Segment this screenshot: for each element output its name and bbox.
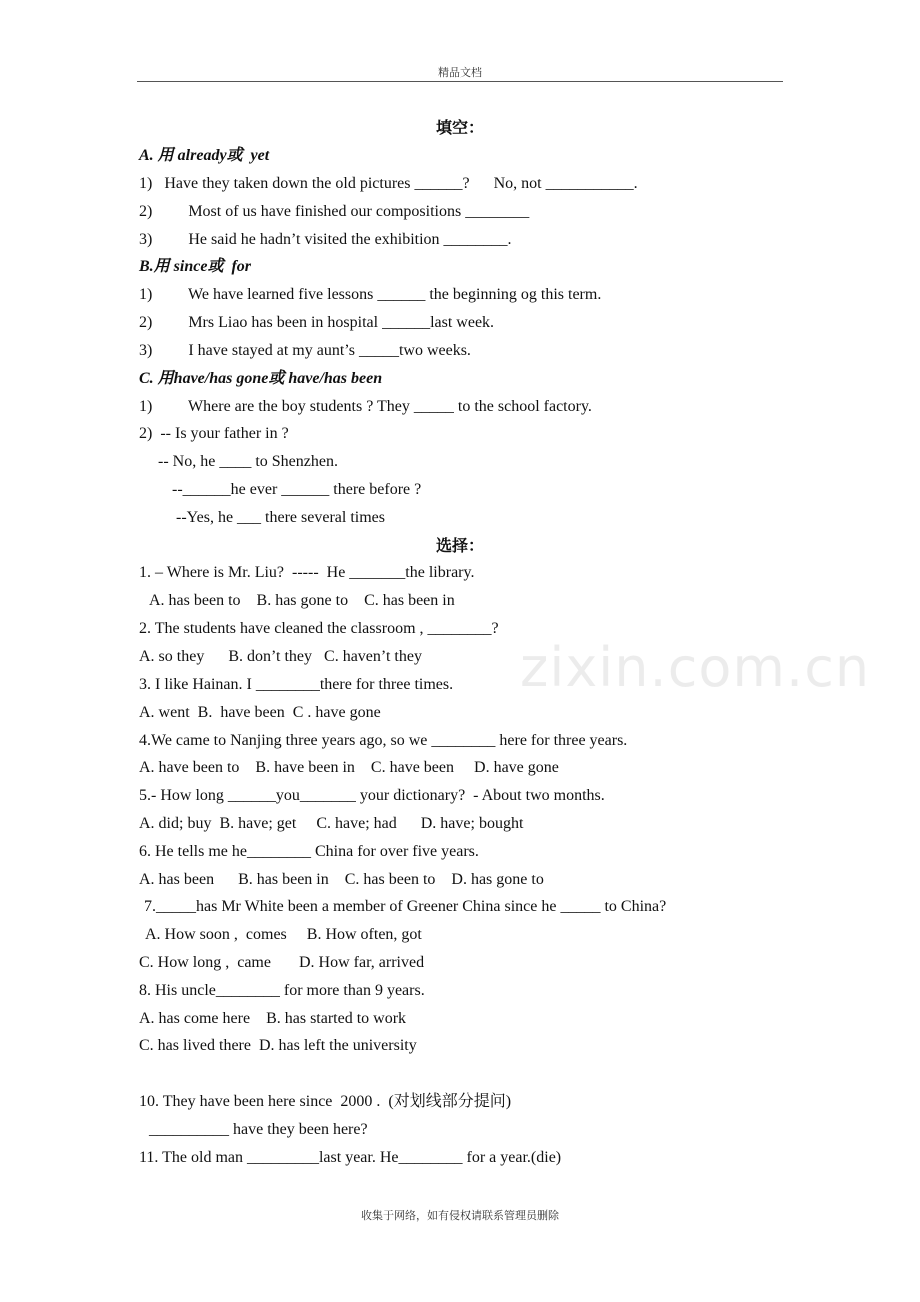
question-c2-line3: --______he ever ______ there before ? [172, 481, 422, 498]
choice-q3-options: A. went B. have been C . have gone [139, 704, 381, 721]
question-b1: 1) We have learned five lessons ______ the beginning og this term. [139, 286, 602, 303]
header-rule [137, 81, 783, 82]
choice-q4-options: A. have been to B. have been in C. have been D. have gone [139, 759, 559, 776]
choice-q2: 2. The students have cleaned the classroom , ________? [139, 620, 499, 637]
choice-q6: 6. He tells me he________ China for over five years. [139, 843, 479, 860]
choice-q7-options-2: C. How long , came D. How far, arrived [139, 954, 425, 971]
question-11: 11. The old man _________last year. He________ for a year.(die) [139, 1149, 562, 1166]
question-a3: 3) He said he hadn’t visited the exhibition ________. [139, 231, 512, 248]
section-c-heading: C. 用have/has gone或 have/has been [139, 370, 383, 387]
section-b-heading: B.用 since或 for [139, 258, 252, 275]
question-a2: 2) Most of us have finished our compositions ________ [139, 203, 530, 220]
choice-q5-options: A. did; buy B. have; get C. have; had D. have; bought [139, 815, 524, 832]
question-c2-line2: -- No, he ____ to Shenzhen. [158, 453, 338, 470]
question-10: 10. They have been here since 2000 . (对划线部分提问) [139, 1093, 512, 1110]
choice-q7-options-1: A. How soon , comes B. How often, got [145, 926, 422, 943]
choice-q2-options: A. so they B. don’t they C. haven’t they [139, 648, 422, 665]
choice-q4: 4.We came to Nanjing three years ago, so we ________ here for three years. [139, 732, 628, 749]
choice-q1-options: A. has been to B. has gone to C. has been in [149, 592, 455, 609]
choice-q6-options: A. has been B. has been in C. has been to D. has gone to [139, 871, 544, 888]
choice-q7: 7._____has Mr White been a member of Greener China since he _____ to China? [144, 898, 667, 915]
question-c2: 2) -- Is your father in ? [139, 425, 289, 442]
choice-q8-options-1: A. has come here B. has started to work [139, 1010, 407, 1027]
choice-title: 选择： [435, 536, 484, 555]
question-c1: 1) Where are the boy students ? They _____ to the school factory. [139, 398, 592, 415]
choice-q8: 8. His uncle________ for more than 9 years. [139, 982, 425, 999]
choice-q5: 5.- How long ______you_______ your dictionary? - About two months. [139, 787, 605, 804]
question-b3: 3) I have stayed at my aunt’s _____two weeks. [139, 342, 471, 359]
question-c2-line4: --Yes, he ___ there several times [176, 509, 385, 526]
question-10-answer: __________ have they been here? [149, 1121, 368, 1138]
page-header: 精品文档 [438, 66, 482, 79]
fill-title: 填空： [435, 118, 484, 137]
choice-q3: 3. I like Hainan. I ________there for three times. [139, 676, 454, 693]
section-a-heading: A. 用 already或 yet [139, 147, 270, 164]
choice-q1: 1. – Where is Mr. Liu? ----- He _______the library. [139, 564, 475, 581]
watermark: zixin.com.cn [520, 636, 871, 699]
question-a1: 1) Have they taken down the old pictures ______? No, not ___________. [139, 175, 638, 192]
page-footer: 收集于网络，如有侵权请联系管理员删除 [361, 1209, 559, 1222]
choice-q8-options-2: C. has lived there D. has left the university [139, 1037, 417, 1054]
question-b2: 2) Mrs Liao has been in hospital ______last week. [139, 314, 495, 331]
